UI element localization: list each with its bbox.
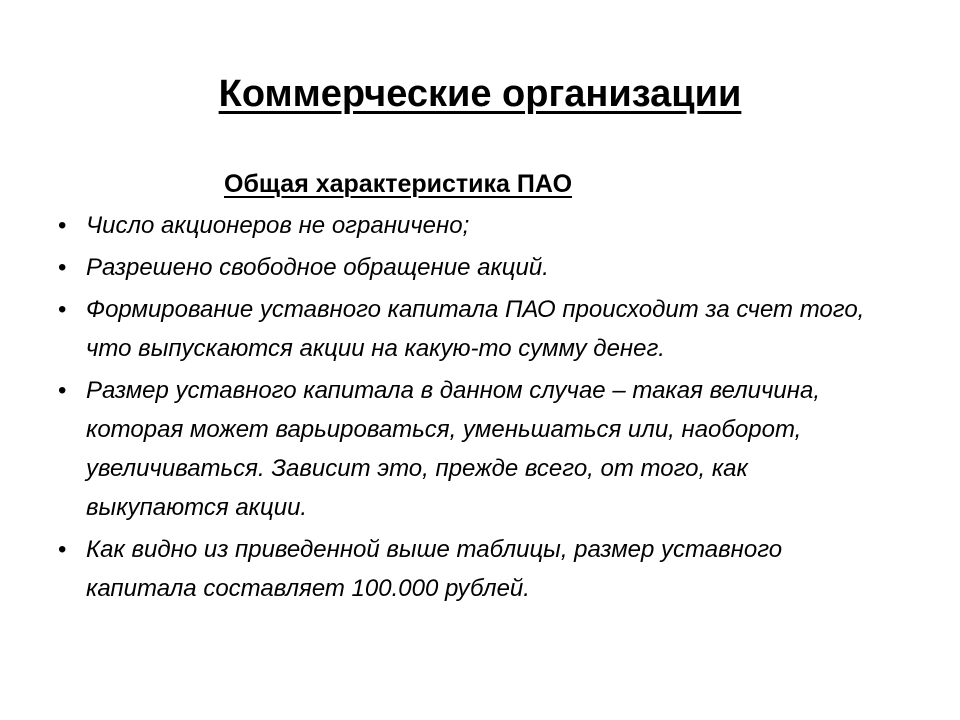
bullet-item	[58, 530, 888, 608]
bullet-list	[58, 206, 888, 611]
slide-title-text: Коммерческие организации	[218, 73, 742, 115]
bullet-text: Разрешено свободное обращение акций.	[86, 254, 549, 281]
bullet-icon: •	[58, 536, 67, 563]
slide-subtitle	[224, 166, 572, 202]
bullet-item	[58, 371, 888, 527]
bullet-icon: •	[58, 254, 67, 281]
bullet-icon: •	[58, 212, 67, 239]
slide-subtitle-text: Общая характеристика ПАО	[224, 170, 573, 198]
bullet-item	[58, 248, 888, 287]
bullet-icon: •	[58, 296, 67, 323]
bullet-text: Как видно из приведенной выше таблицы, размер уставного капитала составляет 100.000 рублей.	[86, 536, 783, 602]
bullet-text: Число акционеров не ограничено;	[86, 212, 470, 239]
bullet-item	[58, 290, 888, 368]
bullet-item	[58, 206, 888, 245]
bullet-icon: •	[58, 377, 67, 404]
slide-title	[0, 66, 960, 122]
bullet-text: Формирование уставного капитала ПАО происходит за счет того, что выпускаются акции на какую-то сумму денег.	[86, 296, 865, 362]
bullet-text: Размер уставного капитала в данном случае – такая величина, которая может варьироваться, уменьшаться или, наоборот, увеличиваться. Зависит это, прежде всего, от того, как выкупаются акции.	[86, 377, 821, 521]
